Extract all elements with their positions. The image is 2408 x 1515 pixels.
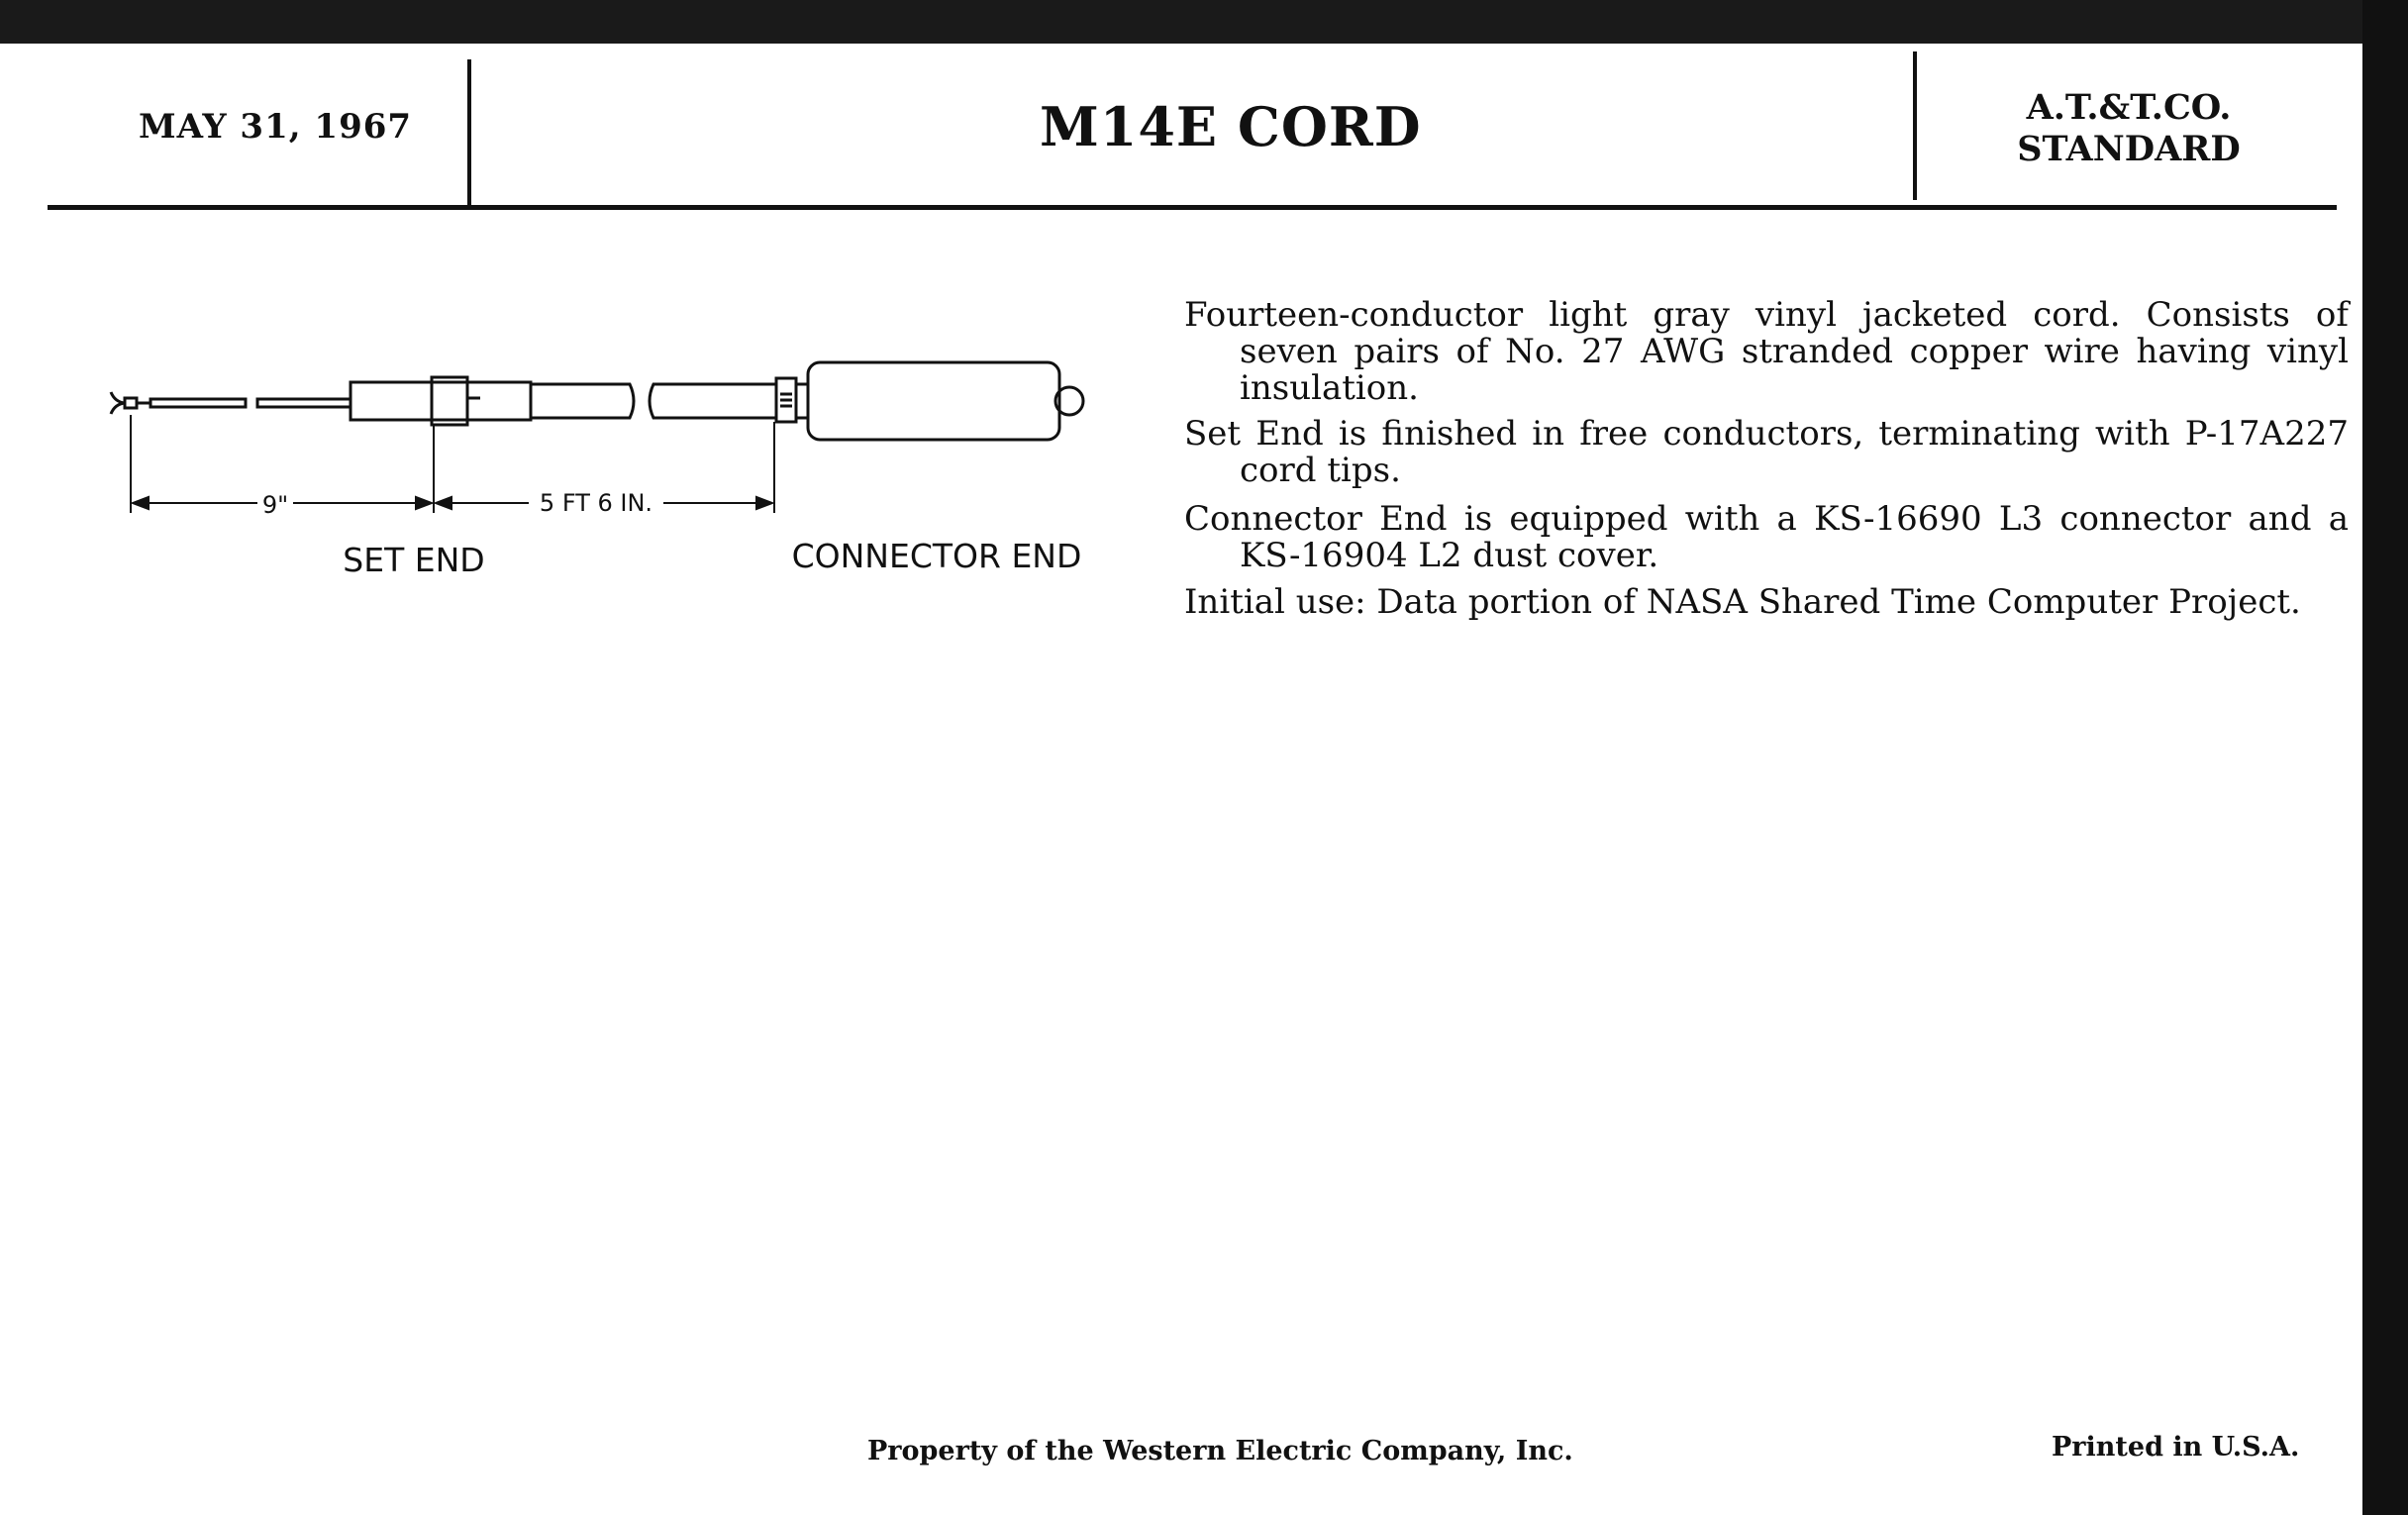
page-title: M14E CORD [1040,95,1422,158]
printed-notice: Printed in U.S.A. [2052,1432,2300,1463]
cord-section-1 [531,384,634,418]
conductor-lead-2 [257,399,351,407]
description-paragraph: Connector End is equipped with a KS-16690 L3 connector and a KS-16904 L2 dust cover. [1184,499,2349,575]
dimension-lines [131,415,774,513]
header-divider-right [1913,51,1917,200]
dim-cord-length: 5 FT 6 IN. [539,489,653,517]
standard-card [0,44,2362,1515]
standard-label [2000,87,2258,170]
scan-right-edge [2362,0,2408,1515]
issue-date: MAY 31, 1967 [139,107,413,147]
cord-drawing [99,301,1208,579]
cord-clamp [432,377,467,425]
scan-top-edge [0,0,2408,44]
connector-end-label: CONNECTOR END [791,537,1082,575]
description-paragraph: Set End is finished in free conductors, terminating with P-17A227 cord tips. [1184,414,2349,490]
conductor-lead-1 [150,399,246,407]
dim-set-length: 9" [261,491,289,519]
standard-line-1: A.T.&T.CO. [2026,87,2232,128]
cord-section-2 [650,384,776,418]
set-end-sleeve [351,382,531,420]
spade-tip-icon [111,392,150,414]
description-paragraph: Fourteen-conductor light gray vinyl jacketed cord. Consists of seven pairs of No. 27 AWG stranded copper wire having vinyl insulation. [1184,295,2349,408]
header-divider-left [467,59,471,208]
standard-line-2: STANDARD [2017,129,2241,169]
set-end-label: SET END [343,541,485,579]
description-paragraph: Initial use: Data portion of NASA Shared Time Computer Project. [1184,582,2301,622]
connector-body [808,362,1059,440]
property-notice: Property of the Western Electric Company, Inc. [867,1436,1573,1466]
header-rule [48,205,2337,210]
